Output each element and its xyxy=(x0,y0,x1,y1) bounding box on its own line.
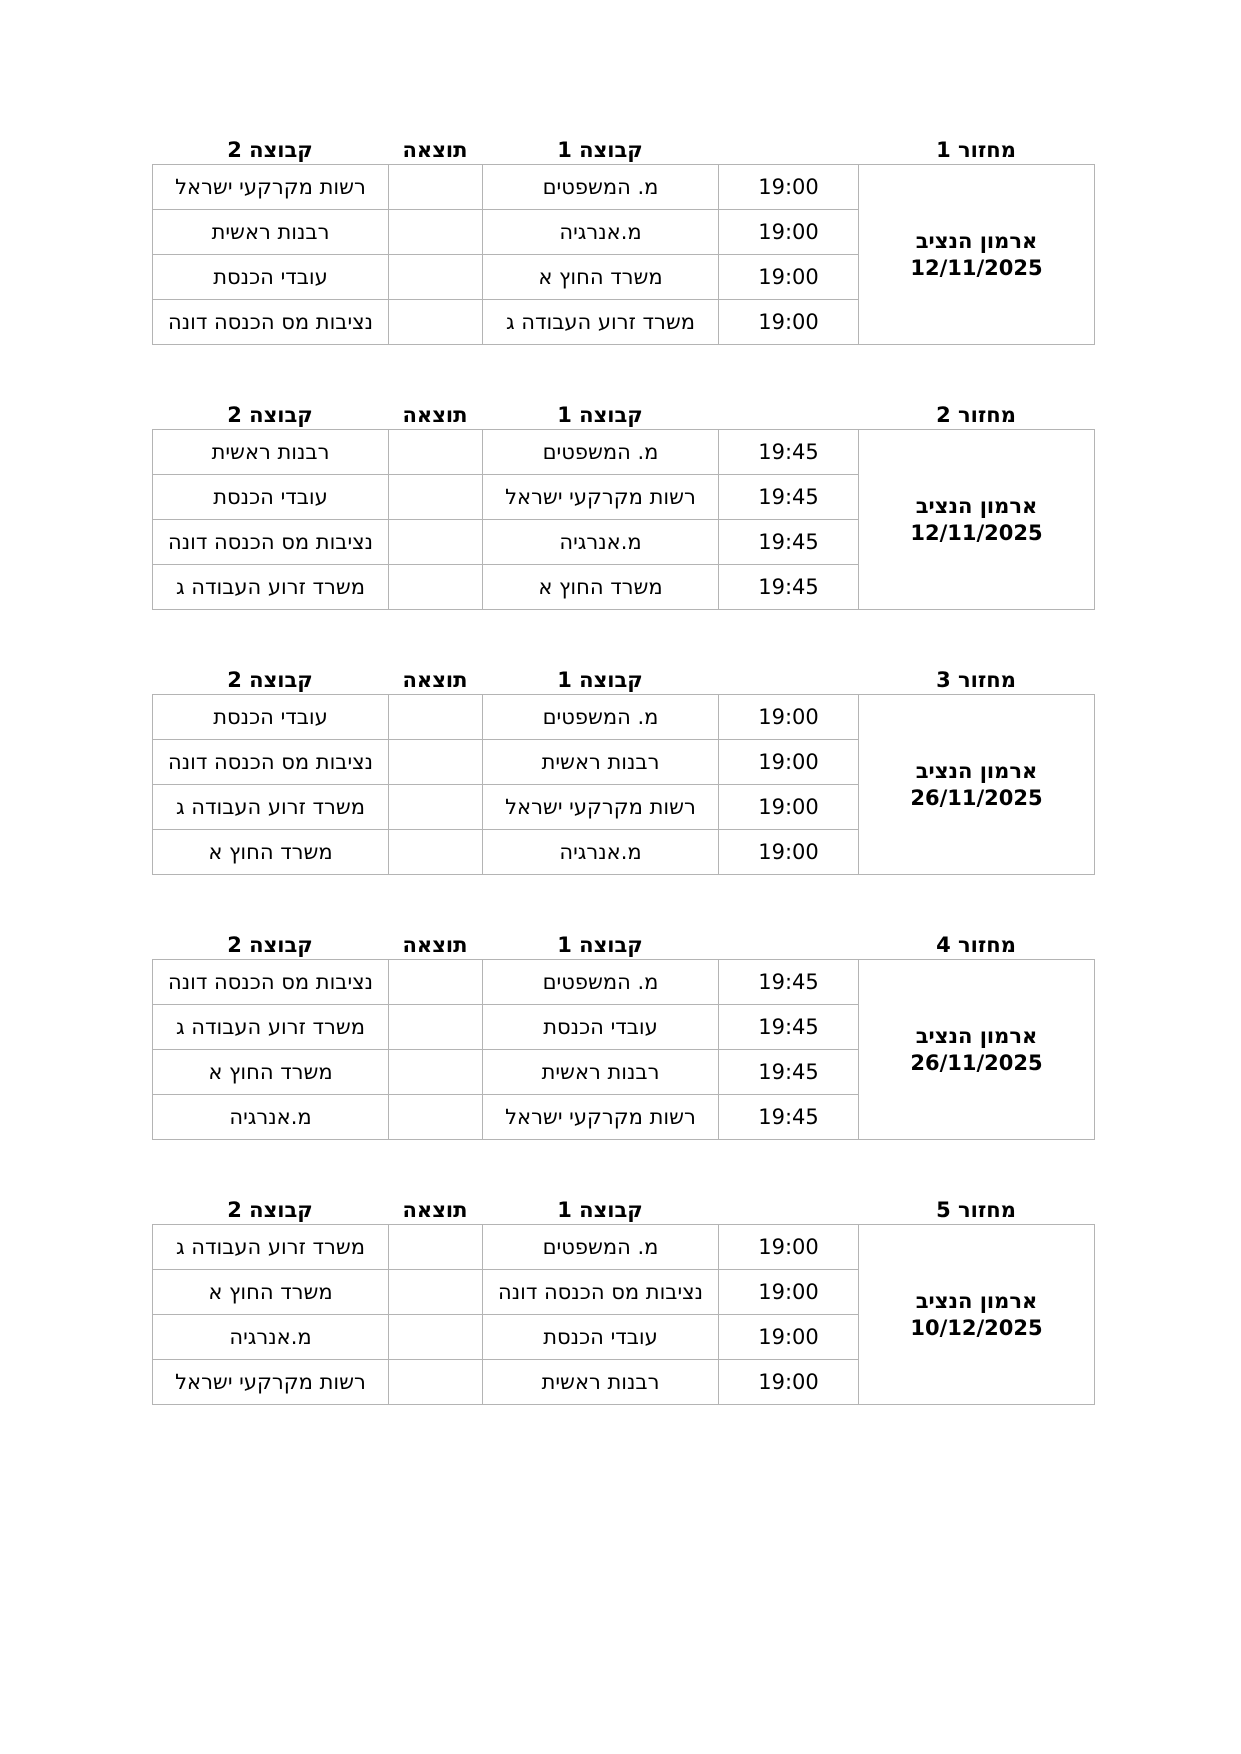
team2-header: קבוצה 2 xyxy=(227,403,313,427)
team1-cell: מ. המשפטים xyxy=(483,695,719,740)
round-title: מחזור 1 xyxy=(936,138,1016,162)
team2-cell: עובדי הכנסת xyxy=(153,475,389,520)
team1-cell: רבנות ראשית xyxy=(483,740,719,785)
round-title: מחזור 2 xyxy=(936,403,1016,427)
team2-header: קבוצה 2 xyxy=(227,138,313,162)
venue-name: ארמון הנציב xyxy=(915,758,1038,783)
result-cell[interactable] xyxy=(389,785,483,830)
team2-cell: מ.אנרגיה xyxy=(153,1095,389,1140)
team2-cell: משרד זרוע העבודה ג xyxy=(153,1225,389,1270)
time-cell: 19:00 xyxy=(719,830,859,875)
time-cell: 19:00 xyxy=(719,165,859,210)
team2-cell: רשות מקרקעי ישראל xyxy=(153,1360,389,1405)
team1-cell: עובדי הכנסת xyxy=(483,1315,719,1360)
matches-table xyxy=(152,164,1095,345)
result-cell[interactable] xyxy=(389,1360,483,1405)
team2-cell: משרד החוץ א xyxy=(153,1270,389,1315)
result-cell[interactable] xyxy=(389,1315,483,1360)
team1-cell: עובדי הכנסת xyxy=(483,1005,719,1050)
result-cell[interactable] xyxy=(389,210,483,255)
time-cell: 19:00 xyxy=(719,1270,859,1315)
team1-cell: רשות מקרקעי ישראל xyxy=(483,1095,719,1140)
team1-cell: נציבות מס הכנסה דונה xyxy=(483,1270,719,1315)
time-cell: 19:00 xyxy=(719,300,859,345)
round-header xyxy=(152,931,1092,959)
team2-cell: נציבות מס הכנסה דונה xyxy=(153,300,389,345)
team2-cell: נציבות מס הכנסה דונה xyxy=(153,960,389,1005)
venue-name: ארמון הנציב xyxy=(915,1023,1038,1048)
venue-cell xyxy=(859,1225,1095,1405)
table-row xyxy=(153,695,1095,740)
result-cell[interactable] xyxy=(389,520,483,565)
result-cell[interactable] xyxy=(389,695,483,740)
team2-cell: משרד החוץ א xyxy=(153,830,389,875)
round-header xyxy=(152,666,1092,694)
table-row xyxy=(153,165,1095,210)
team1-cell: מ. המשפטים xyxy=(483,430,719,475)
time-cell: 19:45 xyxy=(719,1005,859,1050)
result-header: תוצאה xyxy=(402,933,468,957)
team1-cell: מ. המשפטים xyxy=(483,1225,719,1270)
time-cell: 19:45 xyxy=(719,1095,859,1140)
venue-cell xyxy=(859,430,1095,610)
result-cell[interactable] xyxy=(389,430,483,475)
time-cell: 19:00 xyxy=(719,785,859,830)
time-cell: 19:00 xyxy=(719,255,859,300)
venue-name: ארמון הנציב xyxy=(915,1288,1038,1313)
venue-date: 12/11/2025 xyxy=(910,520,1043,545)
venue-date: 10/12/2025 xyxy=(910,1315,1043,1340)
result-cell[interactable] xyxy=(389,1225,483,1270)
team2-cell: מ.אנרגיה xyxy=(153,1315,389,1360)
venue-date: 26/11/2025 xyxy=(910,1050,1043,1075)
venue-date: 12/11/2025 xyxy=(910,255,1043,280)
team1-cell: רבנות ראשית xyxy=(483,1050,719,1095)
team1-cell: מ.אנרגיה xyxy=(483,830,719,875)
round-title: מחזור 4 xyxy=(936,933,1016,957)
team1-cell: משרד החוץ א xyxy=(483,255,719,300)
team2-cell: משרד זרוע העבודה ג xyxy=(153,785,389,830)
venue-name: ארמון הנציב xyxy=(915,228,1038,253)
team2-cell: עובדי הכנסת xyxy=(153,695,389,740)
time-cell: 19:00 xyxy=(719,1360,859,1405)
time-cell: 19:45 xyxy=(719,475,859,520)
result-cell[interactable] xyxy=(389,300,483,345)
result-cell[interactable] xyxy=(389,960,483,1005)
result-cell[interactable] xyxy=(389,475,483,520)
team1-header: קבוצה 1 xyxy=(557,668,643,692)
round-header xyxy=(152,136,1092,164)
team2-cell: נציבות מס הכנסה דונה xyxy=(153,740,389,785)
team1-cell: רשות מקרקעי ישראל xyxy=(483,785,719,830)
team1-header: קבוצה 1 xyxy=(557,1198,643,1222)
time-cell: 19:45 xyxy=(719,1050,859,1095)
round-block xyxy=(152,666,1092,875)
table-row xyxy=(153,430,1095,475)
time-cell: 19:45 xyxy=(719,430,859,475)
result-header: תוצאה xyxy=(402,1198,468,1222)
result-cell[interactable] xyxy=(389,1270,483,1315)
round-block xyxy=(152,401,1092,610)
team1-header: קבוצה 1 xyxy=(557,933,643,957)
time-cell: 19:45 xyxy=(719,520,859,565)
result-cell[interactable] xyxy=(389,740,483,785)
result-cell[interactable] xyxy=(389,1095,483,1140)
time-cell: 19:45 xyxy=(719,565,859,610)
matches-table xyxy=(152,959,1095,1140)
result-cell[interactable] xyxy=(389,830,483,875)
round-block xyxy=(152,1196,1092,1405)
table-row xyxy=(153,960,1095,1005)
table-row xyxy=(153,1225,1095,1270)
team2-cell: משרד זרוע העבודה ג xyxy=(153,565,389,610)
team2-cell: משרד זרוע העבודה ג xyxy=(153,1005,389,1050)
round-header xyxy=(152,1196,1092,1224)
result-header: תוצאה xyxy=(402,668,468,692)
venue-name: ארמון הנציב xyxy=(915,493,1038,518)
team2-cell: רשות מקרקעי ישראל xyxy=(153,165,389,210)
time-cell: 19:00 xyxy=(719,740,859,785)
result-cell[interactable] xyxy=(389,1005,483,1050)
time-cell: 19:00 xyxy=(719,210,859,255)
team2-cell: רבנות ראשית xyxy=(153,430,389,475)
time-cell: 19:45 xyxy=(719,960,859,1005)
time-cell: 19:00 xyxy=(719,1225,859,1270)
venue-date: 26/11/2025 xyxy=(910,785,1043,810)
venue-cell xyxy=(859,960,1095,1140)
result-cell[interactable] xyxy=(389,255,483,300)
team1-cell: מ. המשפטים xyxy=(483,165,719,210)
result-header: תוצאה xyxy=(402,403,468,427)
team1-cell: מ.אנרגיה xyxy=(483,520,719,565)
venue-cell xyxy=(859,165,1095,345)
team2-header: קבוצה 2 xyxy=(227,668,313,692)
team1-cell: משרד החוץ א xyxy=(483,565,719,610)
matches-table xyxy=(152,1224,1095,1405)
team1-cell: משרד זרוע העבודה ג xyxy=(483,300,719,345)
time-cell: 19:00 xyxy=(719,1315,859,1360)
result-cell[interactable] xyxy=(389,165,483,210)
round-title: מחזור 5 xyxy=(936,1198,1016,1222)
team2-header: קבוצה 2 xyxy=(227,1198,313,1222)
round-title: מחזור 3 xyxy=(936,668,1016,692)
team2-cell: נציבות מס הכנסה דונה xyxy=(153,520,389,565)
team2-header: קבוצה 2 xyxy=(227,933,313,957)
time-cell: 19:00 xyxy=(719,695,859,740)
team1-header: קבוצה 1 xyxy=(557,138,643,162)
result-cell[interactable] xyxy=(389,1050,483,1095)
team1-cell: רשות מקרקעי ישראל xyxy=(483,475,719,520)
team1-cell: מ.אנרגיה xyxy=(483,210,719,255)
venue-cell xyxy=(859,695,1095,875)
round-header xyxy=(152,401,1092,429)
matches-table xyxy=(152,429,1095,610)
team1-header: קבוצה 1 xyxy=(557,403,643,427)
result-header: תוצאה xyxy=(402,138,468,162)
team2-cell: משרד החוץ א xyxy=(153,1050,389,1095)
matches-table xyxy=(152,694,1095,875)
result-cell[interactable] xyxy=(389,565,483,610)
team2-cell: עובדי הכנסת xyxy=(153,255,389,300)
team1-cell: מ. המשפטים xyxy=(483,960,719,1005)
round-block xyxy=(152,136,1092,345)
team2-cell: רבנות ראשית xyxy=(153,210,389,255)
round-block xyxy=(152,931,1092,1140)
team1-cell: רבנות ראשית xyxy=(483,1360,719,1405)
